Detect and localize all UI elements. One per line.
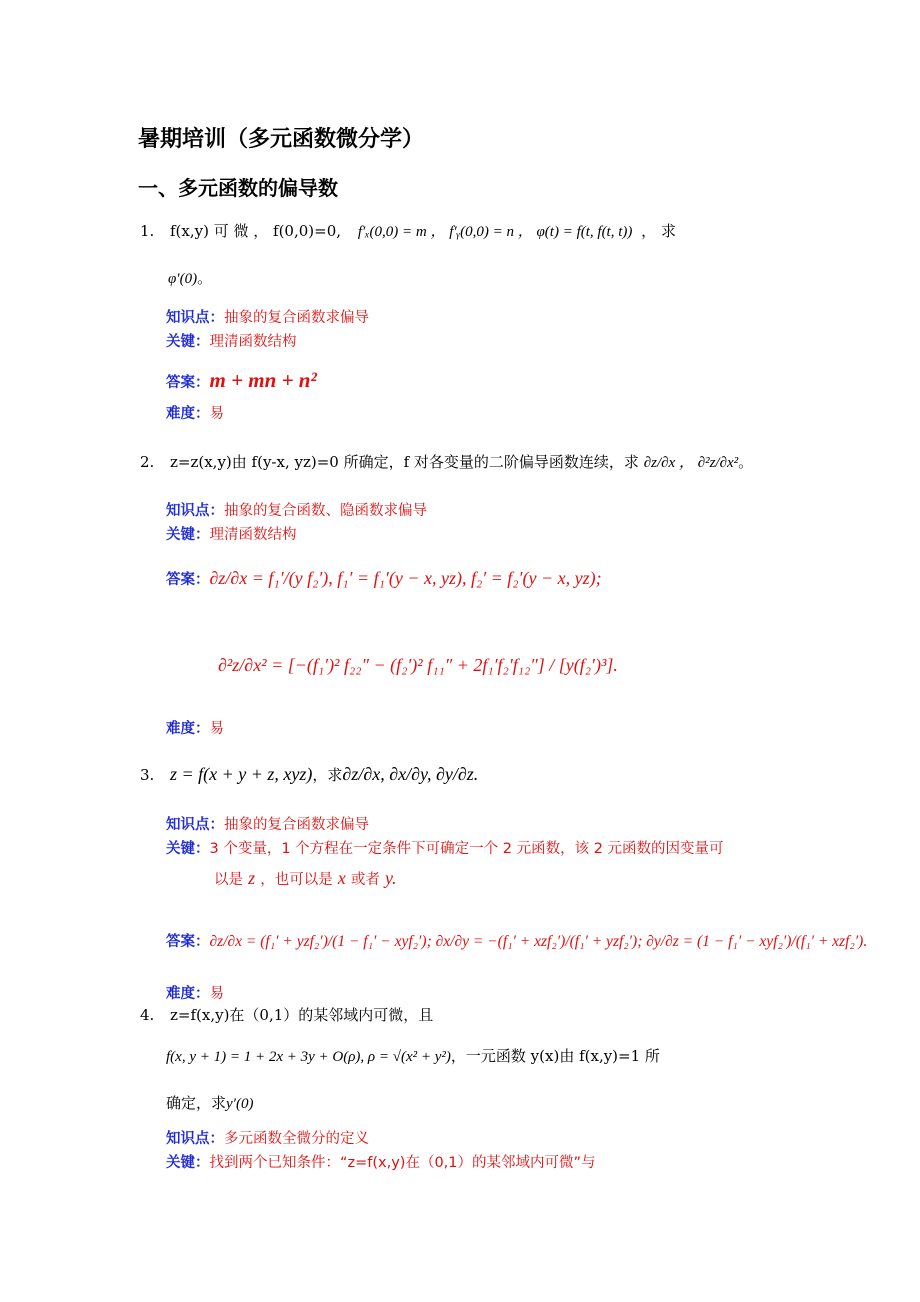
key-label: 关键： [166, 334, 210, 350]
problem-3-stem: 3. z = f(x + y + z, xyz)，求∂z/∂x, ∂x/∂y, ∂y/∂z. [140, 764, 479, 784]
problem-4-condition: f(x, y + 1) = 1 + 2x + 3y + O(ρ), ρ = √(x² + y²)，一元函数 y(x)由 f(x,y)=1 所 [166, 1047, 660, 1065]
problem-1-key: 关键：理清函数结构 [166, 334, 297, 350]
problem-4-stem: 4. z=f(x,y)在（0,1）的某邻域内可微，且 [140, 1006, 434, 1024]
problem-number: 1. [140, 222, 155, 240]
problem-2-answer: 答案：∂z/∂x = f₁′/(y f₂′), f₁′ = f₁′(y − x, yz), f₂′ = f₂′(y − x, yz); [166, 568, 602, 588]
problem-number: 4. [140, 1006, 155, 1024]
problem-2-answer-line-2: ∂²z/∂x² = [−(f₁′)² f₂₂″ − (f₂′)² f₁₁″ + 2f₁′f₂′f₁₂″] / [y(f₂′)³]. [218, 655, 618, 675]
problem-2-derivatives: ∂z/∂x ， ∂²z/∂x² [643, 455, 739, 471]
problem-3-knowledge: 知识点：抽象的复合函数求偏导 [166, 817, 369, 833]
problem-4-key: 关键：找到两个已知条件：“z=f(x,y)在（0,1）的某邻域内可微”与 [166, 1155, 596, 1171]
problem-2-difficulty: 难度：易 [166, 721, 224, 737]
problem-3-answer: 答案：∂z/∂x = (f₁′ + yzf₂′)/(1 − f₁′ − xyf₂′); ∂x/∂y = −(f₁′ + xzf₂′)/(f₁′ + yzf₂′); ∂y/∂z = (1 − f₁′ − xyf₂′)/(f₁′ + xzf₂′). [166, 933, 868, 950]
problem-2-stem: 2. z=z(x,y)由 f(y-x, yz)=0 所确定，f 对各变量的二阶偏导函数连续，求 ∂z/∂x ， ∂²z/∂x²。 [140, 453, 754, 471]
problem-2-knowledge: 知识点：抽象的复合函数、隐函数求偏导 [166, 503, 427, 519]
section-title: 一、多元函数的偏导数 [138, 176, 338, 200]
problem-4-knowledge: 知识点：多元函数全微分的定义 [166, 1131, 369, 1147]
problem-1-difficulty: 难度：易 [166, 406, 224, 422]
problem-2-key: 关键：理清函数结构 [166, 527, 297, 543]
problem-4-target: 确定，求y′(0) [166, 1094, 254, 1112]
document-title: 暑期培训（多元函数微分学） [138, 127, 425, 152]
problem-1-stem: 1. f(x,y) 可 微 ， f(0,0)=0, f′ₓ(0,0) = m ， f′ᵧ(0,0) = n ， φ(t) = f(t, f(t, t)) ， 求 [140, 222, 676, 240]
problem-number: 3. [140, 766, 155, 784]
answer-label: 答案： [166, 375, 210, 391]
problem-1-target: φ′(0)。 [168, 269, 213, 287]
problem-1-knowledge: 知识点：抽象的复合函数求偏导 [166, 310, 369, 326]
difficulty-label: 难度： [166, 406, 210, 422]
knowledge-label: 知识点： [166, 310, 224, 326]
problem-3-key-continued: 以是 z ，也可以是 x 或者 y. [214, 868, 397, 888]
answer-line-1: ∂z/∂x = f₁′/(y f₂′), f₁′ = f₁′(y − x, yz), f₂′ = f₂′(y − x, yz); [209, 568, 602, 588]
problem-1-conditions: f′ₓ(0,0) = m ， f′ᵧ(0,0) = n ， φ(t) = f(t, f(t, t)) [357, 224, 633, 240]
problem-number: 2. [140, 453, 155, 471]
problem-3-difficulty: 难度：易 [166, 986, 224, 1002]
problem-3-key: 关键：3 个变量，1 个方程在一定条件下可确定一个 2 元函数，该 2 元函数的因变量可 [166, 841, 724, 857]
problem-1-answer: 答案：m + mn + n² [166, 368, 317, 392]
